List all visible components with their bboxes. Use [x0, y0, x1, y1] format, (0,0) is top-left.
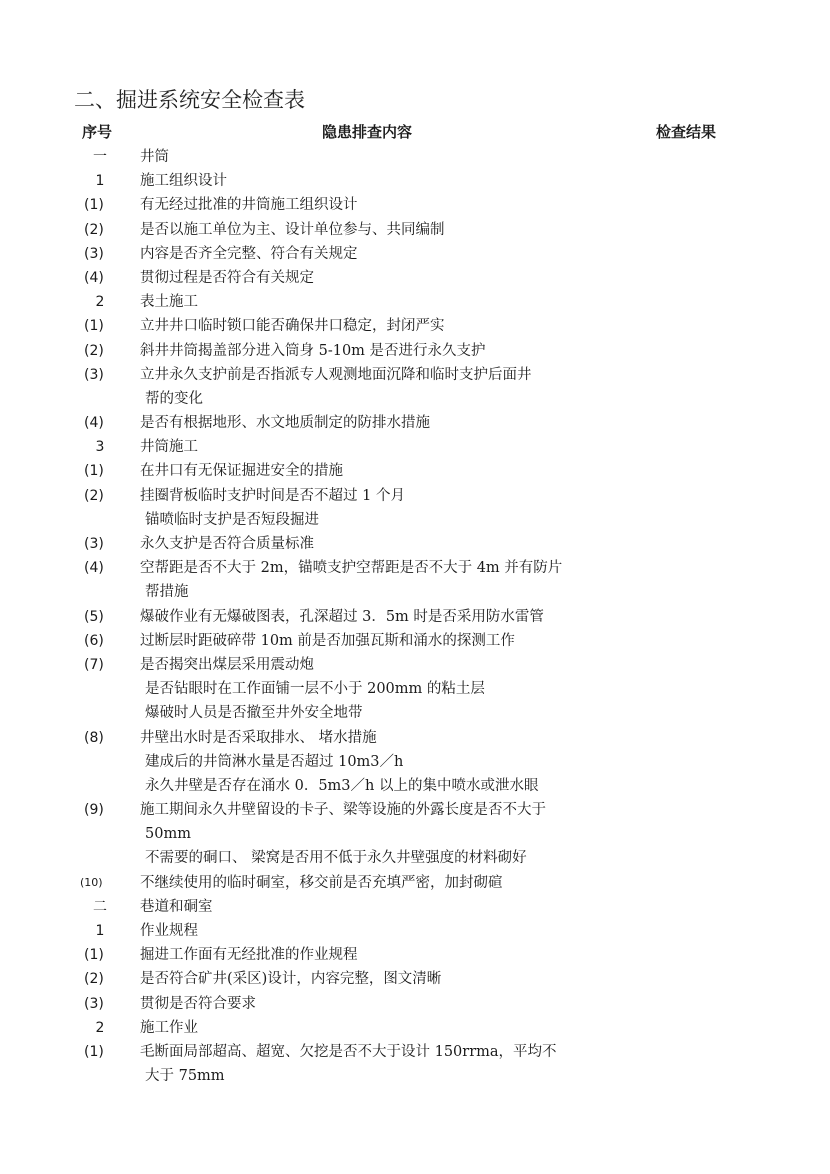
row-content: 是否揭突出煤层采用震动炮 — [140, 656, 314, 673]
table-row — [0, 459, 830, 483]
row-content: 施工组织设计 — [140, 173, 227, 190]
table-row — [0, 992, 830, 1016]
table-row — [0, 193, 830, 217]
row-content: 巷道和硐室 — [140, 898, 213, 915]
row-content: 永久井壁是否存在涌水 0．5m3／h 以上的集中喷水或泄水眼 — [145, 777, 539, 794]
row-content: 是否以施工单位为主、设计单位参与、共同编制 — [140, 221, 445, 238]
row-number: (1) — [84, 197, 104, 214]
row-number: (3) — [84, 245, 104, 262]
row-content: 大于 75mm — [145, 1068, 225, 1085]
row-content: 贯彻是否符合要求 — [140, 995, 256, 1012]
row-number: 2 — [95, 294, 105, 311]
row-number: (3) — [84, 536, 104, 552]
row-content: 在井口有无保证掘进安全的措施 — [140, 463, 343, 480]
row-content: 不需要的硐口、 梁窝是否用不低于永久井壁强度的材料砌好 — [145, 850, 527, 867]
row-content: 作业规程 — [140, 923, 198, 939]
table-row — [0, 967, 830, 991]
header-content: 隐患排查内容 — [322, 123, 413, 141]
table-row — [0, 822, 830, 846]
row-number: (1) — [84, 318, 104, 335]
table-row — [0, 750, 830, 774]
row-content: 50mm — [145, 826, 191, 843]
table-row — [0, 532, 830, 556]
table-row — [0, 169, 830, 193]
row-content: 爆破作业有无爆破图表，孔深超过 3．5m 时是否采用防水雷管 — [140, 608, 544, 625]
row-number: (1) — [84, 463, 104, 480]
table-row — [0, 774, 830, 798]
row-content: 帮的变化 — [145, 390, 203, 407]
row-number: 二 — [93, 898, 107, 915]
row-number: (2) — [84, 971, 104, 988]
row-content: 立井永久支护前是否指派专人观测地面沉降和临时支护后面井 — [140, 366, 532, 383]
row-content: 空帮距是否不大于 2m，锚喷支护空帮距是否不大于 4m 并有防片 — [140, 560, 563, 577]
table-row — [0, 435, 830, 459]
row-content: 立井井口临时锁口能否确保井口稳定，封闭严实 — [140, 318, 445, 335]
row-content: 斜井井筒揭盖部分进入筒身 5-10m 是否进行永久支护 — [140, 342, 486, 359]
row-content: 表土施工 — [140, 294, 198, 311]
row-number: 一 — [93, 149, 107, 165]
table-row — [0, 798, 830, 822]
table-row — [0, 895, 830, 919]
table-row — [0, 871, 830, 895]
table-row — [0, 290, 830, 314]
row-content: 是否有根据地形、水文地质制定的防排水措施 — [140, 415, 430, 432]
page-title: 二、掘进系统安全检查表 — [74, 88, 305, 112]
table-row — [0, 846, 830, 870]
row-content: 内容是否齐全完整、符合有关规定 — [140, 245, 358, 262]
table-row — [0, 1040, 830, 1064]
row-number: (3) — [84, 995, 104, 1012]
row-number: (5) — [84, 608, 104, 625]
table-row — [0, 411, 830, 435]
row-content: 挂圈背板临时支护时间是否不超过 1 个月 — [140, 487, 405, 504]
table-row — [0, 701, 830, 725]
row-content: 不继续使用的临时硐室，移交前是否充填严密，加封砌碹 — [140, 874, 503, 891]
table-row — [0, 580, 830, 604]
table-row — [0, 314, 830, 338]
row-number: 1 — [95, 173, 105, 190]
table-row — [0, 1016, 830, 1040]
row-content: 施工期间永久井壁留设的卡子、梁等设施的外露长度是否不大于 — [140, 802, 546, 819]
row-content: 有无经过批准的井筒施工组织设计 — [140, 197, 358, 214]
row-number: (10) — [80, 875, 103, 889]
table-row — [0, 677, 830, 701]
header-result: 检查结果 — [656, 123, 717, 141]
table-row — [0, 653, 830, 677]
table-row — [0, 726, 830, 750]
table-row — [0, 508, 830, 532]
table-row — [0, 556, 830, 580]
row-number: (4) — [84, 560, 104, 577]
row-content: 永久支护是否符合质量标准 — [140, 536, 314, 552]
row-number: 1 — [95, 923, 105, 939]
table-row — [0, 919, 830, 943]
row-content: 井壁出水时是否采取排水、 堵水措施 — [140, 729, 377, 746]
header-no: 序号 — [82, 123, 113, 141]
row-content: 毛断面局部超高、超宽、欠挖是否不大于设计 150rrma，平均不 — [140, 1043, 557, 1060]
row-content: 爆破时人员是否撤至井外安全地带 — [145, 705, 363, 722]
table-row — [0, 339, 830, 363]
table-row — [0, 629, 830, 653]
row-number: (4) — [84, 269, 104, 286]
row-number: (6) — [84, 632, 104, 649]
row-number: (8) — [84, 729, 104, 746]
row-content: 锚喷临时支护是否短段掘进 — [145, 511, 319, 528]
table-row — [0, 605, 830, 629]
table-row — [0, 363, 830, 387]
table-row — [0, 943, 830, 967]
table-row — [0, 242, 830, 266]
checklist-table — [0, 145, 830, 1088]
row-number: (2) — [84, 487, 104, 504]
table-row — [0, 266, 830, 290]
row-number: (2) — [84, 342, 104, 359]
row-content: 井筒施工 — [140, 439, 198, 456]
row-number: 3 — [95, 439, 105, 456]
row-content: 是否符合矿井(采区)设计，内容完整，图文清晰 — [140, 971, 442, 988]
row-content: 建成后的井筒淋水量是否超过 10m3／h — [145, 753, 404, 770]
row-number: (7) — [84, 656, 104, 673]
row-number: (3) — [84, 366, 104, 383]
row-number: (2) — [84, 221, 104, 238]
row-number: (4) — [84, 415, 104, 432]
row-number: (9) — [84, 802, 104, 819]
table-row — [0, 387, 830, 411]
row-content: 施工作业 — [140, 1019, 198, 1036]
row-number: (1) — [84, 1043, 104, 1060]
row-content: 过断层时距破碎带 10m 前是否加强瓦斯和涌水的探测工作 — [140, 632, 515, 649]
row-content: 帮措施 — [145, 584, 189, 601]
row-content: 贯彻过程是否符合有关规定 — [140, 269, 314, 286]
row-content: 是否钻眼时在工作面铺一层不小于 200mm 的粘土层 — [145, 681, 485, 698]
table-row — [0, 145, 830, 169]
table-row — [0, 1064, 830, 1088]
table-row — [0, 484, 830, 508]
row-content: 掘进工作面有无经批准的作业规程 — [140, 947, 358, 964]
row-content: 井筒 — [140, 149, 169, 165]
table-row — [0, 218, 830, 242]
row-number: 2 — [95, 1019, 105, 1036]
row-number: (1) — [84, 947, 104, 964]
